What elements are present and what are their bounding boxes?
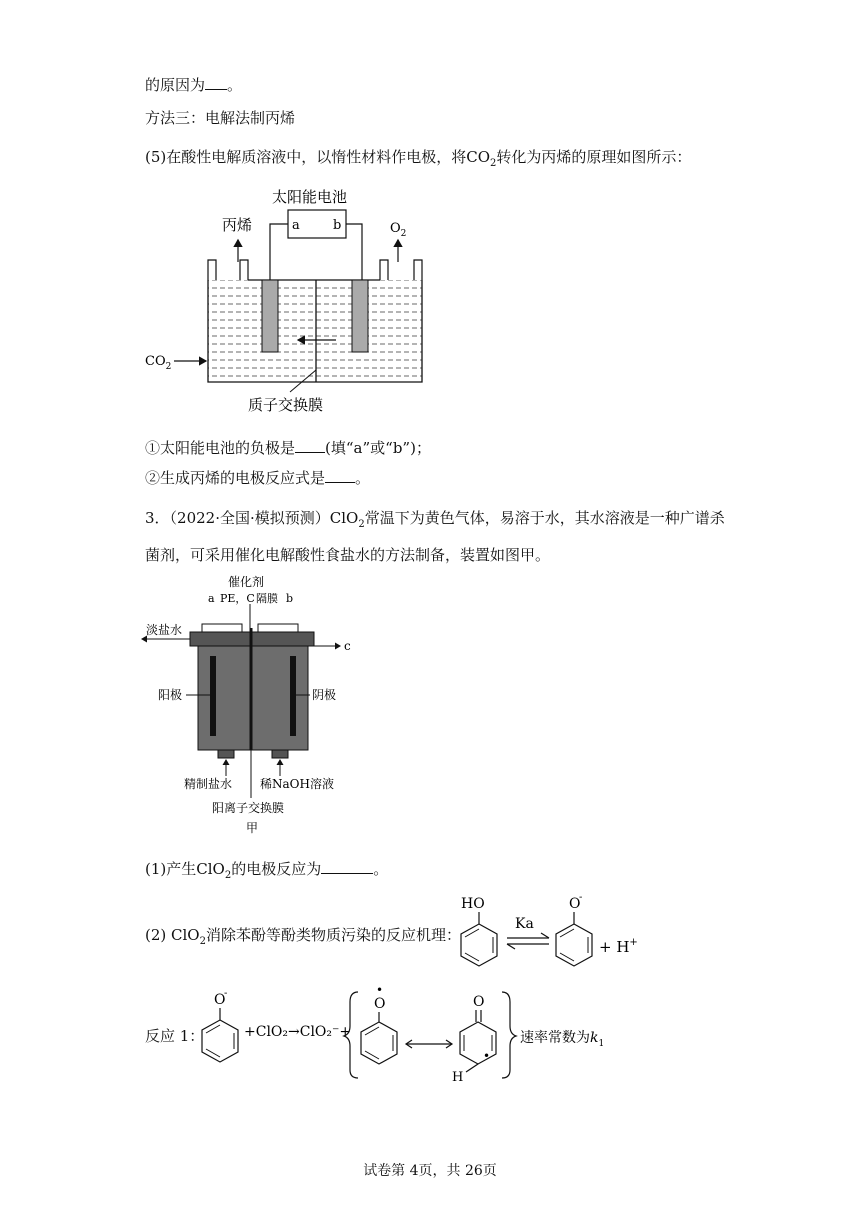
sub2-a: ②生成丙烯的电极反应式是 — [145, 469, 326, 487]
q3-intro-b: 常温下为黄色气体，易溶于水，其水溶液是一种广谱杀 — [364, 509, 725, 527]
bottom-port-left — [218, 750, 234, 758]
ho-label: HO — [461, 896, 485, 912]
r1-ring3-dot: • — [483, 1049, 491, 1063]
phenoxide-o: O — [569, 896, 581, 912]
left-outlet-r — [240, 260, 248, 280]
eq-arrow-fwd-head — [541, 933, 549, 938]
wire-b — [346, 224, 362, 280]
phenol-equilibrium — [455, 886, 655, 976]
lid-left-piece — [202, 624, 242, 632]
terminal-b: b — [333, 218, 342, 233]
r1-phenoxide-minus: - — [224, 988, 228, 999]
cathode-rod — [290, 656, 296, 736]
question-5-text — [145, 146, 691, 169]
co2-label: $CO_2$ — [145, 354, 172, 372]
r1-radical-o: O — [374, 996, 386, 1012]
device-jia-figure — [140, 572, 360, 838]
electrolysis-cell-figure — [140, 180, 430, 420]
plus-h: + H+ — [599, 937, 638, 956]
r1-brace-right — [502, 992, 516, 1078]
catalyst-label: 催化剂 — [228, 575, 265, 589]
q3-s1-a: (1)产生ClO — [145, 860, 225, 878]
sub-question-1 — [145, 437, 431, 458]
solar-cell-label: 太阳能电池 — [272, 188, 348, 206]
q3-sub1 — [145, 858, 388, 881]
sub1-a: ①太阳能电池的负极是 — [145, 439, 296, 457]
reaction-1-scheme — [200, 984, 620, 1084]
wire-a — [270, 224, 288, 280]
reaction-1-label: 反应 1： — [145, 1027, 205, 1045]
anode-label: 阳极 — [158, 688, 183, 702]
ka-label: Ka — [515, 916, 534, 932]
dilute-brine-label: 淡盐水 — [146, 623, 183, 637]
q3-s2-a: (2) ClO — [145, 926, 200, 944]
lid-right-piece — [258, 624, 298, 632]
r1-phenoxide-o: O — [214, 992, 226, 1008]
q5-text-b: 转化为丙烯的原理如图所示： — [496, 148, 692, 166]
reason-suffix: 。 — [227, 76, 243, 94]
cation-membrane-label: 阳离子交换膜 — [212, 801, 285, 815]
sub1-blank[interactable] — [295, 438, 325, 453]
question-3-intro — [145, 507, 725, 530]
refined-brine-label: 精制盐水 — [184, 777, 233, 791]
reason-blank[interactable] — [205, 75, 227, 90]
q3-sub2 — [145, 924, 461, 947]
sub2-blank[interactable] — [325, 468, 355, 483]
cathode-label: 阴极 — [312, 688, 337, 702]
q3-intro-sub: 2 — [358, 519, 365, 530]
anode-rod — [210, 656, 216, 736]
benzene-ring-2 — [556, 924, 592, 966]
terminal-a: a — [292, 218, 300, 233]
pe-c-label: PE，C — [220, 592, 255, 605]
eq-arrow-back-head — [507, 944, 515, 949]
left-outlet — [208, 260, 216, 280]
q3-s2-b: 消除苯酚等酚类物质污染的反应机理： — [205, 926, 461, 944]
q5-text-a: (5)在酸性电解质溶液中，以惰性材料作电极，将CO — [145, 148, 491, 166]
r1-ring-2 — [361, 1022, 397, 1064]
r1-radical-dot: • — [376, 984, 384, 997]
port-b-label: b — [286, 592, 294, 605]
sub2-b: 。 — [355, 469, 371, 487]
figure-caption: 甲 — [246, 821, 259, 835]
r1-carbonyl-o: O — [473, 994, 485, 1010]
reason-prefix: 的原因为 — [145, 76, 206, 94]
outlet-c-label: c — [344, 639, 351, 653]
port-a-label: a — [208, 592, 215, 605]
sub-question-2 — [145, 467, 370, 488]
question-3-intro-cont: 菌剂，可采用催化电解酸性食盐水的方法制备，装置如图甲。 — [145, 546, 551, 564]
answer-line-reason — [145, 74, 242, 95]
r1-middle-text: +ClO₂→ClO₂⁻+ — [244, 1024, 352, 1040]
naoh-label: 稀NaOH溶液 — [260, 777, 334, 791]
sub1-b: (填“a”或“b”)； — [325, 439, 431, 457]
diaphragm-label: 隔膜 — [256, 592, 278, 605]
r1-h-bond — [466, 1064, 478, 1072]
q3-intro-a: 3．（2022·全国·模拟预测）ClO — [145, 509, 359, 527]
q5-sub: 2 — [490, 158, 497, 169]
q3-s1-b: 的电极反应为 — [231, 860, 322, 878]
r1-ring-1 — [202, 1020, 238, 1062]
method-three-heading: 方法三：电解法制丙烯 — [145, 109, 296, 127]
page-footer: 试卷第 4页，共 26页 — [363, 1163, 497, 1179]
membrane-label: 质子交换膜 — [248, 396, 324, 414]
cathode-electrode — [262, 280, 278, 352]
phenoxide-minus: - — [579, 892, 583, 903]
r1-h: H — [452, 1070, 464, 1084]
anode-electrode — [352, 280, 368, 352]
r1-ring-3 — [460, 1022, 496, 1064]
electrolyte-solution — [208, 280, 422, 382]
r1-rate-text: 速率常数为$k_1$ — [520, 1030, 605, 1049]
q3-s1-sub: 2 — [224, 870, 232, 881]
propylene-label: 丙烯 — [222, 216, 253, 234]
q3-s1-c: 。 — [373, 860, 389, 878]
q3-s1-blank[interactable] — [321, 859, 373, 874]
benzene-ring-1 — [461, 924, 497, 966]
o2-label: $O_2$ — [390, 221, 407, 239]
bottom-port-right — [272, 750, 288, 758]
q3-s2-sub: 2 — [199, 936, 206, 947]
right-outlet-r — [414, 260, 422, 280]
right-outlet — [380, 260, 388, 280]
